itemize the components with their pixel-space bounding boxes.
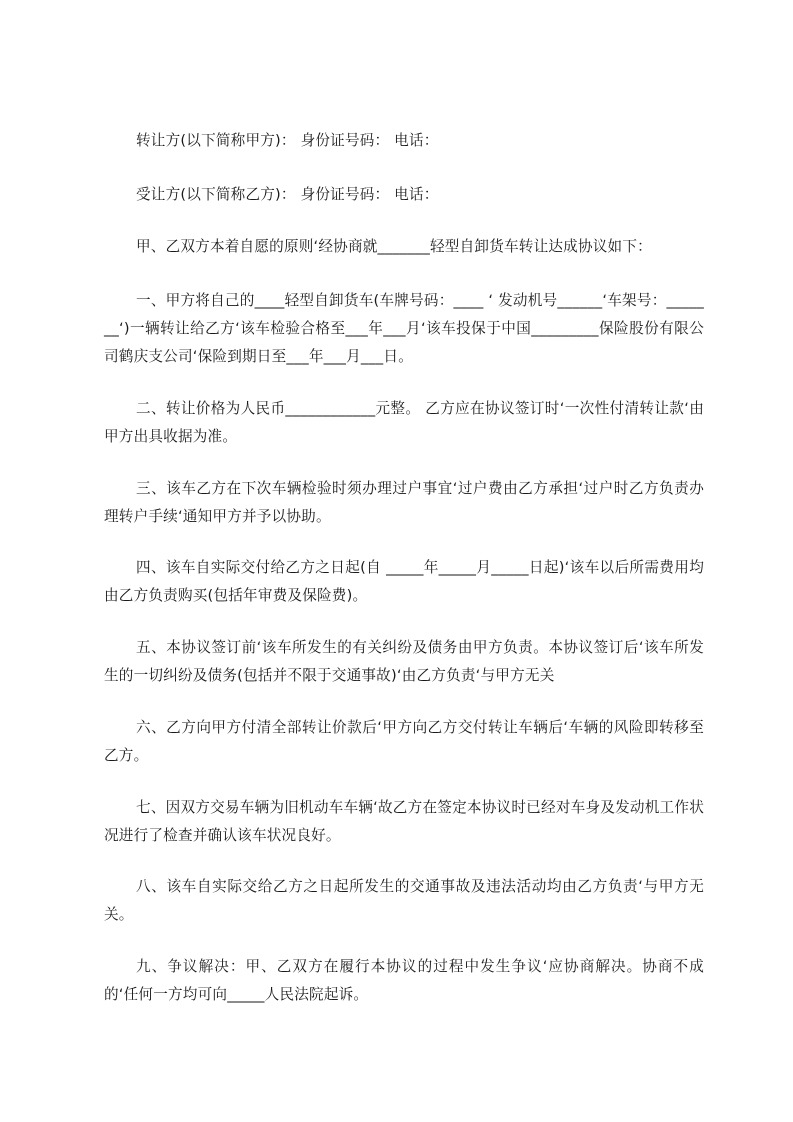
- clause-2-price: 二、转让价格为人民币____________元整。 乙方应在协议签订时‘一次性付清转让款‘由甲方出具收据为准。: [104, 400, 704, 445]
- clause-6-risk: 六、乙方向甲方付清全部转让价款后‘甲方向乙方交付转让车辆后‘车辆的风险即转移至乙方。: [104, 719, 704, 764]
- clause-7-inspection: 七、因双方交易车辆为旧机动车车辆‘故乙方在签定本协议时已经对车身及发动机工作状况进行了检查并确认该车状况良好。: [104, 799, 704, 844]
- transferee-line: 受让方(以下简称乙方)： 身份证号码： 电话：: [136, 186, 439, 203]
- clause-1-vehicle: 一、甲方将自己的____轻型自卸货车(车牌号码：____ ‘ 发动机号______‘车架号：_______‘)一辆转让给乙方‘该车检验合格至___年___月‘该车投保于中国_________保险股份有限公司鹤庆支公司‘保险到期日至___年___月___日。: [104, 292, 704, 365]
- agreement-intro: 甲、乙双方本着自愿的原则‘经协商就_______轻型自卸货车转让达成协议如下：: [136, 238, 652, 255]
- clause-4-fees: 四、该车自实际交付给乙方之日起(自 _____年_____月_____日起)‘该车以后所需费用均由乙方负责购买(包括年审费及保险费)。: [104, 559, 704, 604]
- transferor-line: 转让方(以下简称甲方)： 身份证号码： 电话：: [136, 132, 439, 149]
- clause-9-resolution: 九、争议解决：甲、乙双方在履行本协议的过程中发生争议‘应协商解决。协商不成的‘任何一方均可向_____人民法院起诉。: [104, 958, 704, 1003]
- clause-8-liability: 八、该车自实际交给乙方之日起所发生的交通事故及违法活动均由乙方负责‘与甲方无关。: [104, 878, 704, 923]
- clause-3-transfer: 三、该车乙方在下次车辆检验时须办理过户事宜‘过户费由乙方承担‘过户时乙方负责办理转户手续‘通知甲方并予以协助。: [104, 480, 704, 525]
- clause-5-disputes-debt: 五、本协议签订前‘该车所发生的有关纠纷及债务由甲方负责。本协议签订后‘该车所发生的一切纠纷及债务(包括并不限于交通事故)‘由乙方负责‘与甲方无关: [104, 639, 704, 684]
